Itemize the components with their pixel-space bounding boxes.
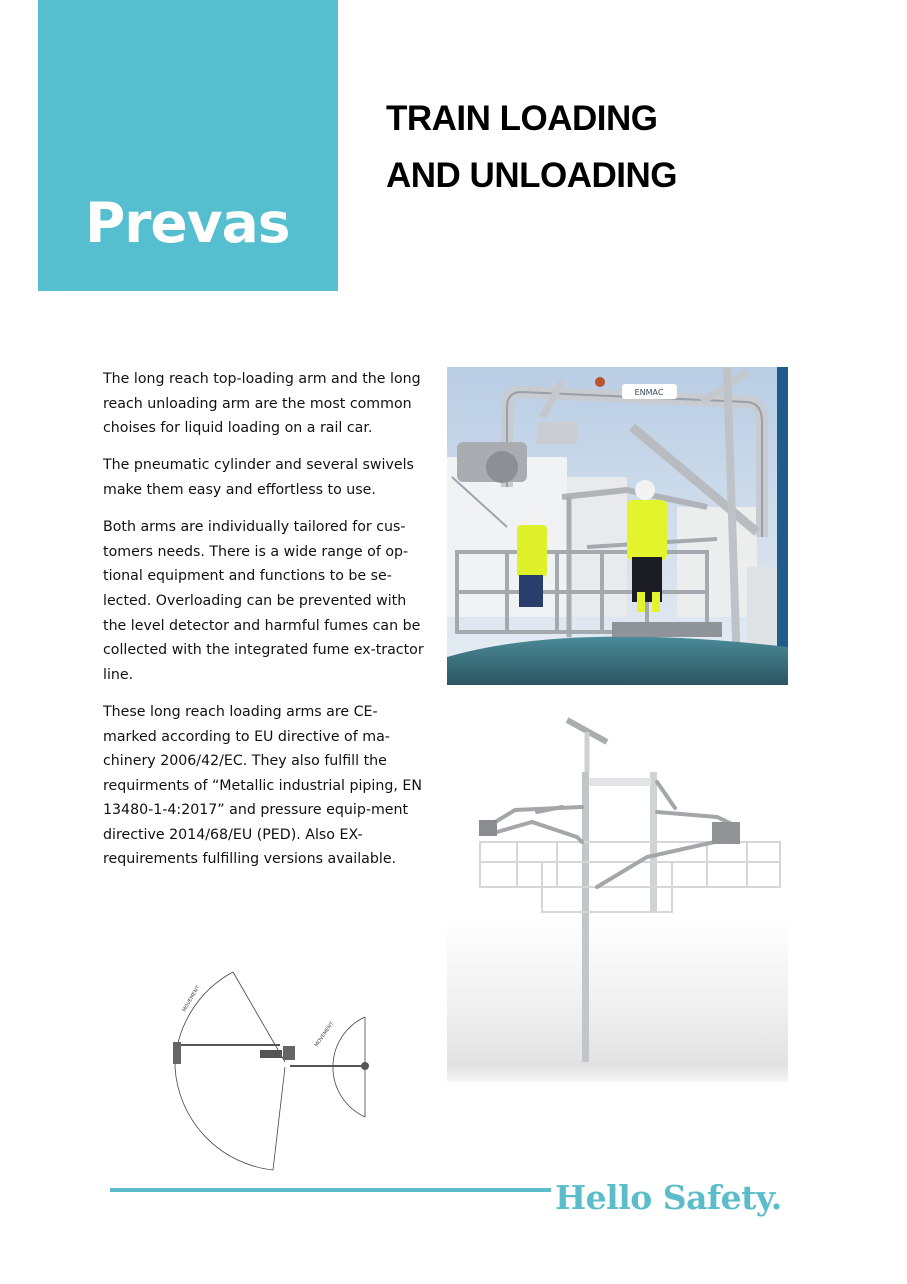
footer-divider [110,1188,551,1192]
paragraph-1: The long reach top-loading arm and the long reach unloading arm are the most common choises for liquid loading on a rail car. [103,371,421,437]
body-text [103,367,428,885]
photo-illustration [447,367,788,685]
loading-arm-render [447,712,788,1084]
loading-arm-photo [447,367,788,685]
page-title [386,90,677,204]
prevas-logo: Prevas [85,191,290,255]
paragraph-4: These long reach loading arms are CE-marked according to EU directive of ma-chinery 2006/42/EC. They also fulfill the requirments of “Metallic industrial piping, EN 13480-1-4:2017” and pressure equip-ment directive 2014/68/EU (PED). Also EX-requirements fulfilling versions available. [103,703,422,868]
movement-diagram [155,962,385,1177]
render-illustration [447,712,788,1084]
paragraph-2: The pneumatic cylinder and several swivels make them easy and effortless to use. [103,457,414,498]
title-line-1: TRAIN LOADING [386,99,658,138]
title-line-2: AND UNLOADING [386,156,677,195]
tagline: Hello Safety. [555,1178,782,1217]
diagram-drawing [155,962,385,1177]
paragraph-3: Both arms are individually tailored for cus-tomers needs. There is a wide range of op-tional equipment and functions to be se-lected. Overloading can be prevented with the level detector and harmful fumes can be collected with the integrated fume ex-tractor line. [103,519,424,683]
movement-label-left: MOVEMENT [181,984,202,1013]
brand-block [38,0,338,291]
movement-label-right: MOVEMENT [313,1020,336,1049]
enmac-sign: ENMAC [634,388,664,397]
